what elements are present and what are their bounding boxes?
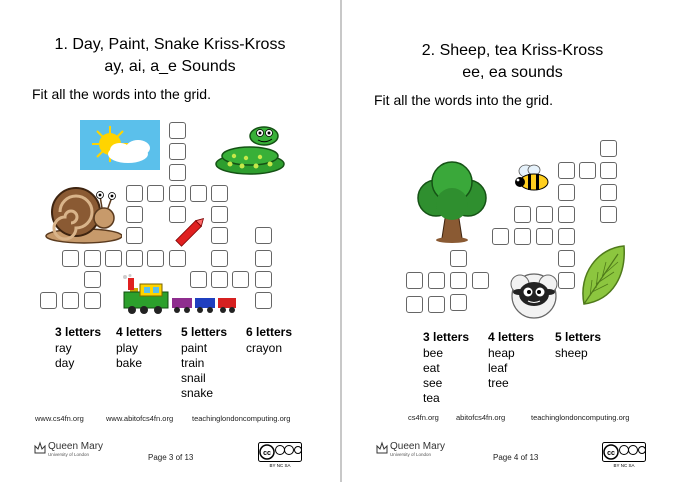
tree-picture <box>414 160 490 244</box>
cc-license-icon <box>258 442 302 462</box>
instruction-text: Fit all the words into the grid. <box>374 92 553 108</box>
word-item: leaf <box>488 361 508 375</box>
snail-picture <box>42 180 122 244</box>
word-item: play <box>116 341 139 355</box>
grid-cell[interactable] <box>84 250 101 267</box>
grid-cell[interactable] <box>558 228 575 245</box>
word-item: paint <box>181 341 208 355</box>
word-item: day <box>55 356 75 370</box>
grid-cell[interactable] <box>126 227 143 244</box>
grid-cell[interactable] <box>190 185 207 202</box>
page-title-line1: 2. Sheep, tea Kriss-Kross <box>421 42 604 59</box>
license-text: BY NC SA <box>269 463 291 468</box>
grid-cell[interactable] <box>558 206 575 223</box>
grid-cell[interactable] <box>147 250 164 267</box>
grid-cell[interactable] <box>255 227 272 244</box>
word-group-heading: 3 letters <box>55 325 102 339</box>
grid-cell[interactable] <box>492 228 509 245</box>
page-number: Page 3 of 13 <box>148 453 194 462</box>
grid-cell[interactable] <box>211 227 228 244</box>
grid-cell[interactable] <box>169 250 186 267</box>
grid-cell[interactable] <box>536 206 553 223</box>
grid-cell[interactable] <box>255 292 272 309</box>
word-group-heading: 5 letters <box>181 325 228 339</box>
grid-cell[interactable] <box>40 292 57 309</box>
grid-cell[interactable] <box>126 185 143 202</box>
grid-cell[interactable] <box>211 250 228 267</box>
word-group-heading: 4 letters <box>116 325 163 339</box>
grid-cell[interactable] <box>558 184 575 201</box>
grid-cell[interactable] <box>428 272 445 289</box>
word-item: see <box>423 376 443 390</box>
grid-cell[interactable] <box>600 206 617 223</box>
license-text: BY NC SA <box>613 463 635 468</box>
word-item: heap <box>488 346 515 360</box>
grid-cell[interactable] <box>514 228 531 245</box>
footer-link[interactable]: cs4fn.org <box>408 413 439 422</box>
grid-cell[interactable] <box>169 206 186 223</box>
crown-icon <box>376 441 388 455</box>
word-item: eat <box>423 361 440 375</box>
word-item: snake <box>181 386 214 400</box>
page-title-line2: ee, ea sounds <box>462 64 563 81</box>
word-group-heading: 3 letters <box>423 330 470 344</box>
grid-cell[interactable] <box>558 162 575 179</box>
svg-text:cc: cc <box>607 450 615 457</box>
word-item: tree <box>488 376 509 390</box>
instruction-text: Fit all the words into the grid. <box>32 86 211 102</box>
grid-cell[interactable] <box>62 292 79 309</box>
grid-cell[interactable] <box>406 296 423 313</box>
grid-cell[interactable] <box>450 272 467 289</box>
snake-picture <box>212 126 292 176</box>
grid-cell[interactable] <box>428 296 445 313</box>
sun-cloud-picture <box>80 120 160 170</box>
grid-cell[interactable] <box>84 292 101 309</box>
sheep-picture <box>508 270 564 320</box>
word-item: bee <box>423 346 444 360</box>
grid-cell[interactable] <box>514 206 531 223</box>
word-item: snail <box>181 371 206 385</box>
university-subtitle: University of London <box>48 452 90 457</box>
word-group-4-letters <box>116 325 162 371</box>
footer-link[interactable]: teachinglondoncomputing.org <box>531 413 630 422</box>
page-title-line2: ay, ai, a_e Sounds <box>104 58 236 75</box>
grid-cell[interactable] <box>126 206 143 223</box>
grid-cell[interactable] <box>147 185 164 202</box>
crown-icon <box>34 441 46 455</box>
grid-cell[interactable] <box>558 272 575 289</box>
grid-cell[interactable] <box>450 294 467 311</box>
word-group-heading: 6 letters <box>246 325 293 339</box>
worksheet-page-4 <box>342 0 683 482</box>
grid-cell[interactable] <box>211 185 228 202</box>
word-item: sheep <box>555 346 588 360</box>
grid-cell[interactable] <box>579 162 596 179</box>
grid-cell[interactable] <box>558 250 575 267</box>
worksheet-page-3 <box>0 0 340 482</box>
grid-cell[interactable] <box>62 250 79 267</box>
grid-cell[interactable] <box>406 272 423 289</box>
grid-cell[interactable] <box>190 271 207 288</box>
page-number: Page 4 of 13 <box>493 453 539 462</box>
grid-cell[interactable] <box>169 143 186 160</box>
grid-cell[interactable] <box>84 271 101 288</box>
word-item: ray <box>55 341 72 355</box>
creative-commons-badge <box>258 442 302 467</box>
grid-cell[interactable] <box>600 140 617 157</box>
grid-cell[interactable] <box>600 184 617 201</box>
word-group-3-letters <box>423 330 469 406</box>
word-item: train <box>181 356 205 370</box>
footer-link[interactable]: www.abitofcs4fn.org <box>106 414 174 423</box>
grid-cell[interactable] <box>600 162 617 179</box>
word-group-heading: 5 letters <box>555 330 602 344</box>
cc-license-icon <box>602 442 646 462</box>
grid-cell[interactable] <box>232 271 249 288</box>
grid-cell[interactable] <box>169 122 186 139</box>
grid-cell[interactable] <box>169 185 186 202</box>
footer-link[interactable]: www.cs4fn.org <box>35 414 84 423</box>
grid-cell[interactable] <box>169 164 186 181</box>
grid-cell[interactable] <box>105 250 122 267</box>
grid-cell[interactable] <box>211 271 228 288</box>
word-group-5-letters <box>555 330 601 361</box>
word-group-4-letters <box>488 330 534 391</box>
grid-cell[interactable] <box>472 272 489 289</box>
grid-cell[interactable] <box>211 206 228 223</box>
creative-commons-badge <box>602 442 646 467</box>
university-name: Queen Mary <box>390 441 446 452</box>
page-title-line1: 1. Day, Paint, Snake Kriss-Kross <box>54 36 286 53</box>
word-group-5-letters <box>181 325 227 401</box>
grid-cell[interactable] <box>255 250 272 267</box>
word-group-6-letters <box>246 325 292 356</box>
word-group-3-letters <box>55 325 101 371</box>
grid-cell[interactable] <box>450 250 467 267</box>
footer-link[interactable]: teachinglondoncomputing.org <box>192 414 291 423</box>
word-item: crayon <box>246 341 283 355</box>
word-item: bake <box>116 356 143 370</box>
university-name: Queen Mary <box>48 441 104 452</box>
university-subtitle: University of London <box>390 452 432 457</box>
leaf-picture <box>578 244 628 308</box>
grid-cell[interactable] <box>126 250 143 267</box>
word-item: tea <box>423 391 440 405</box>
bee-picture <box>512 164 552 194</box>
grid-cell[interactable] <box>255 271 272 288</box>
footer-link[interactable]: abitofcs4fn.org <box>456 413 506 422</box>
svg-text:cc: cc <box>263 450 271 457</box>
word-group-heading: 4 letters <box>488 330 535 344</box>
grid-cell[interactable] <box>536 228 553 245</box>
